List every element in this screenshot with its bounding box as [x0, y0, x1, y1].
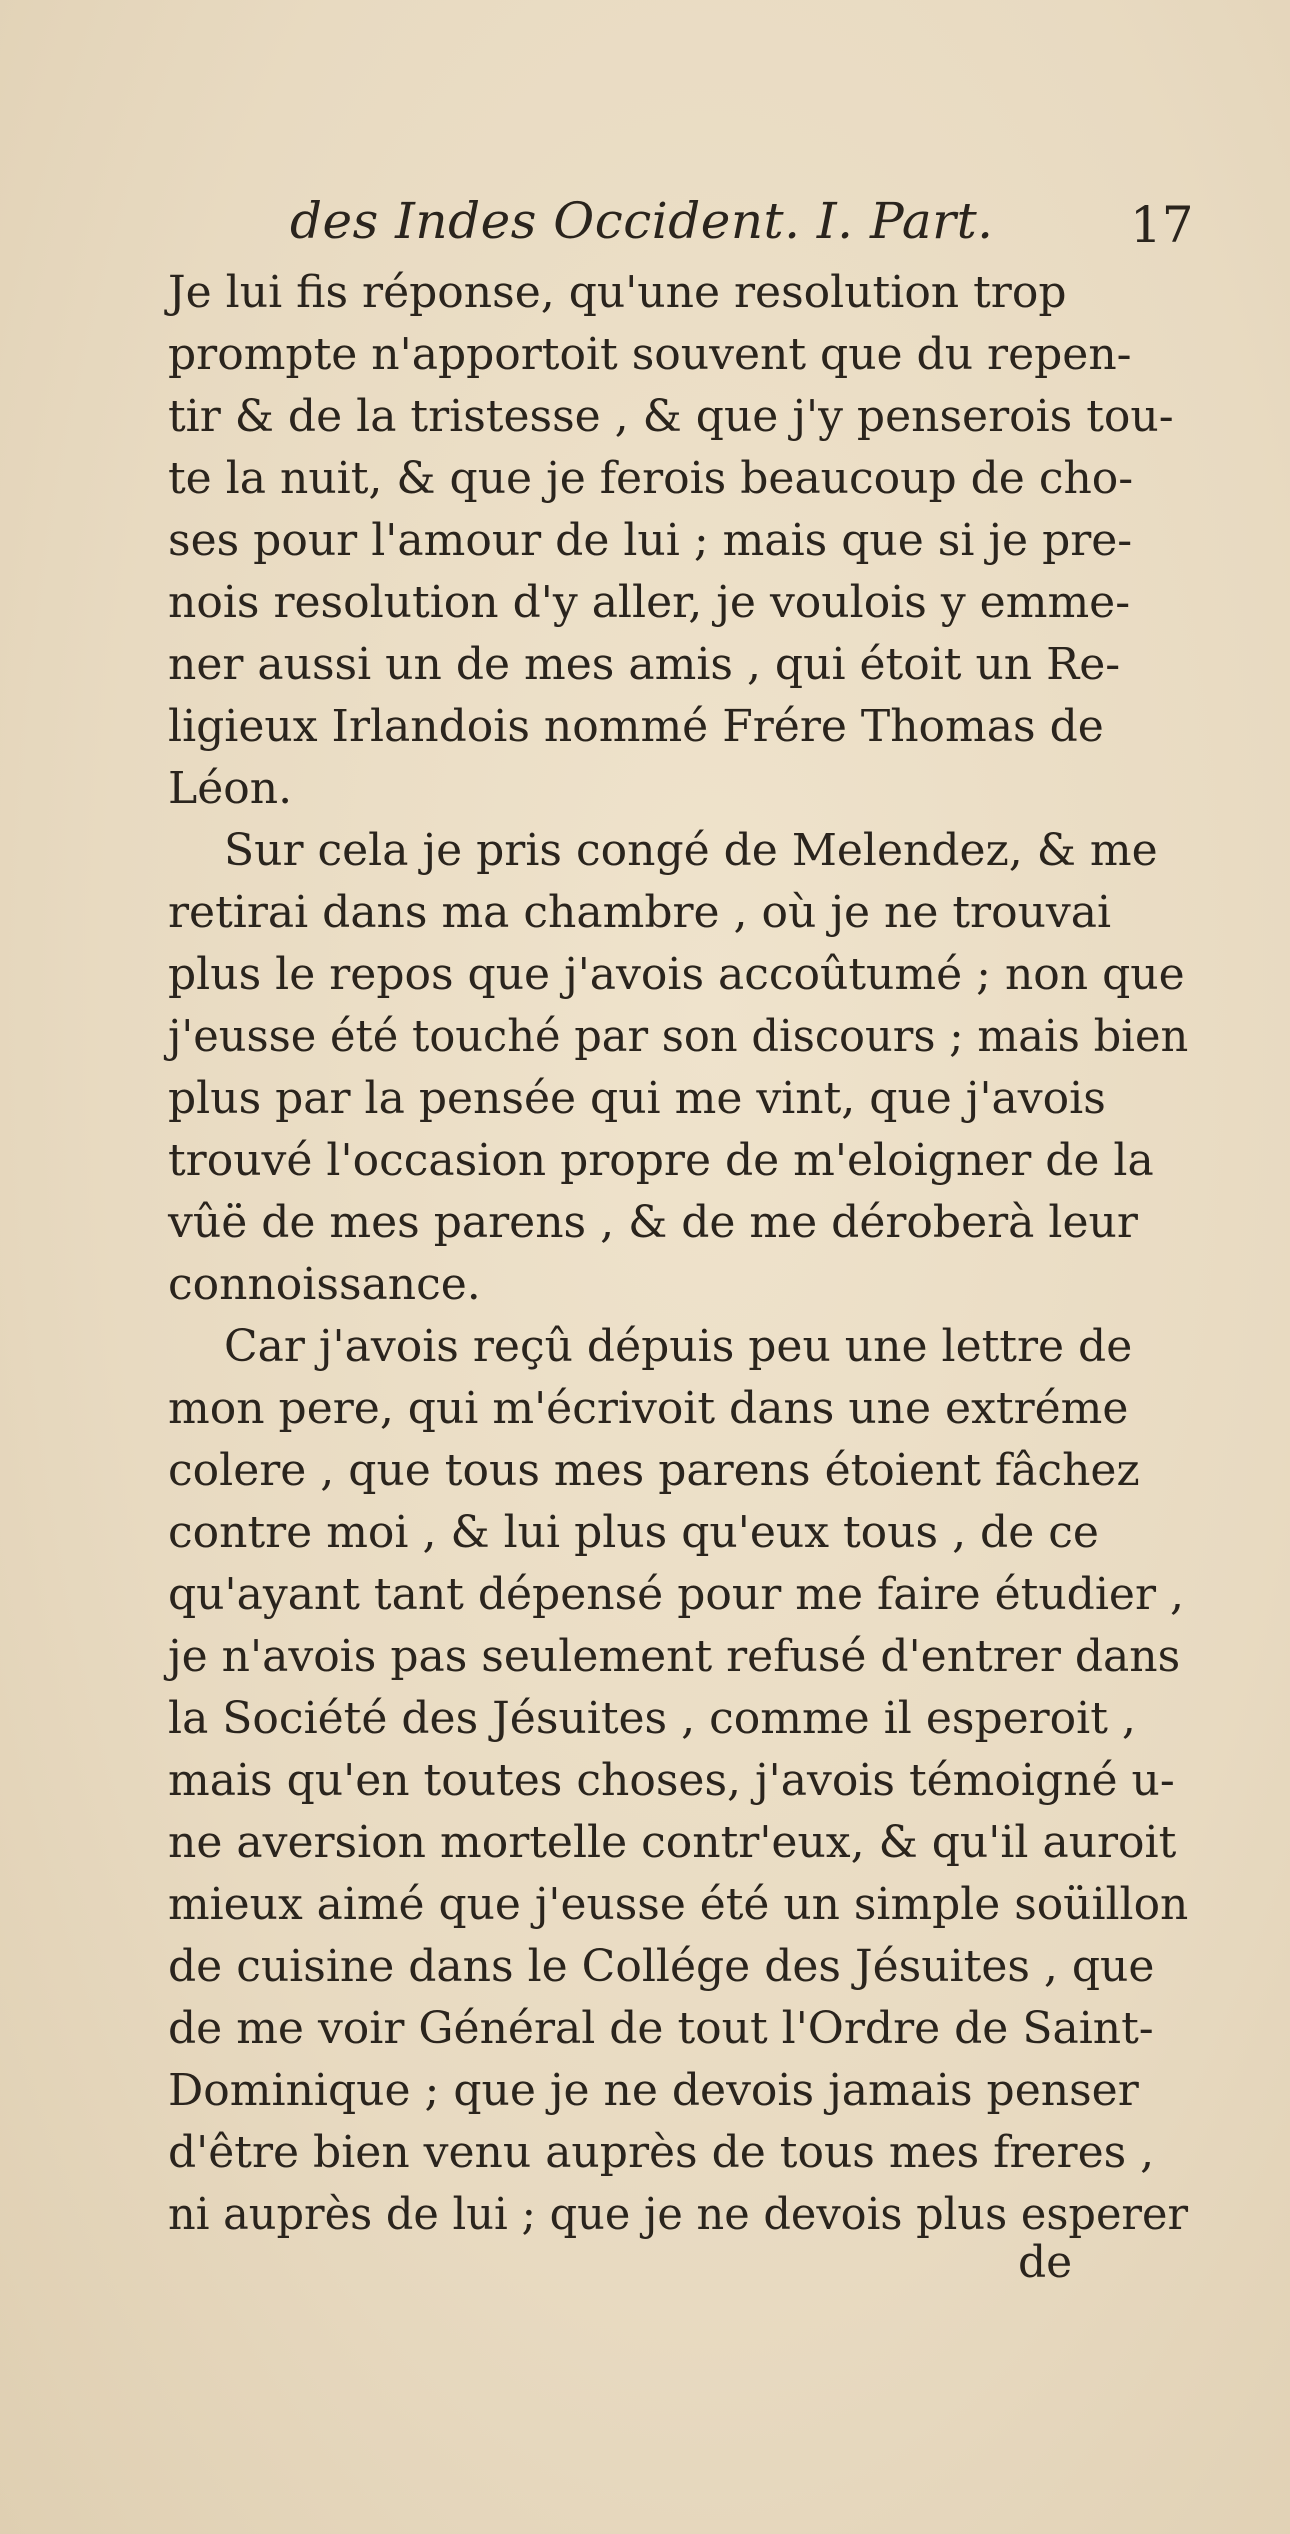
- text-line: colere , que tous mes parens étoient fâchez: [168, 1445, 1140, 1496]
- text-line: mieux aimé que j'eusse été un simple soüillon: [168, 1879, 1189, 1930]
- text-line: mais qu'en toutes choses, j'avois témoigné u-: [168, 1755, 1175, 1806]
- text-line: vûë de mes parens , & de me déroberà leur: [168, 1197, 1138, 1248]
- text-line: connoissance.: [168, 1259, 481, 1310]
- text-line: de cuisine dans le Collége des Jésuites , que: [168, 1941, 1155, 1992]
- text-line: Léon.: [168, 763, 293, 814]
- text-line: la Société des Jésuites , comme il esperoit ,: [168, 1693, 1136, 1744]
- page-header: [0, 192, 1290, 262]
- text-line: ne aversion mortelle contr'eux, & qu'il auroit: [168, 1817, 1177, 1868]
- catchword: de: [1018, 2237, 1073, 2288]
- text-line: plus par la pensée qui me vint, que j'avois: [168, 1073, 1106, 1124]
- paragraph-start-line: Sur cela je pris congé de Melendez, & me: [224, 825, 1158, 876]
- text-line: plus le repos que j'avois accoûtumé ; non que: [168, 949, 1185, 1000]
- text-line: tir & de la tristesse , & que j'y penserois tou-: [168, 391, 1174, 442]
- text-line: contre moi , & lui plus qu'eux tous , de ce: [168, 1507, 1099, 1558]
- text-line: retirai dans ma chambre , où je ne trouvai: [168, 887, 1112, 938]
- text-line: te la nuit, & que je ferois beaucoup de cho-: [168, 453, 1134, 504]
- text-line: ses pour l'amour de lui ; mais que si je pre-: [168, 515, 1133, 566]
- text-line: j'eusse été touché par son discours ; mais bien: [168, 1011, 1189, 1062]
- paragraph-start-line: Car j'avois reçû dépuis peu une lettre de: [224, 1321, 1133, 1372]
- text-line: Dominique ; que je ne devois jamais penser: [168, 2065, 1139, 2116]
- text-line: ligieux Irlandois nommé Frére Thomas de: [168, 701, 1104, 752]
- text-line: nois resolution d'y aller, je voulois y emme-: [168, 577, 1131, 628]
- text-line: je n'avois pas seulement refusé d'entrer dans: [168, 1631, 1181, 1682]
- text-line: d'être bien venu auprès de tous mes freres ,: [168, 2127, 1155, 2178]
- text-line: qu'ayant tant dépensé pour me faire étudier ,: [168, 1569, 1184, 1620]
- running-title: des Indes Occident. I. Part.: [290, 192, 994, 250]
- text-line: trouvé l'occasion propre de m'eloigner de la: [168, 1135, 1154, 1186]
- text-line: prompte n'apportoit souvent que du repen-: [168, 329, 1132, 380]
- text-line: Je lui fis réponse, qu'une resolution trop: [168, 267, 1067, 318]
- text-line: ni auprès de lui ; que je ne devois plus esperer: [168, 2189, 1189, 2240]
- page-number: 17: [1130, 196, 1194, 254]
- text-line: mon pere, qui m'écrivoit dans une extréme: [168, 1383, 1129, 1434]
- text-line: ner aussi un de mes amis , qui étoit un Re-: [168, 639, 1121, 690]
- text-line: de me voir Général de tout l'Ordre de Saint-: [168, 2003, 1154, 2054]
